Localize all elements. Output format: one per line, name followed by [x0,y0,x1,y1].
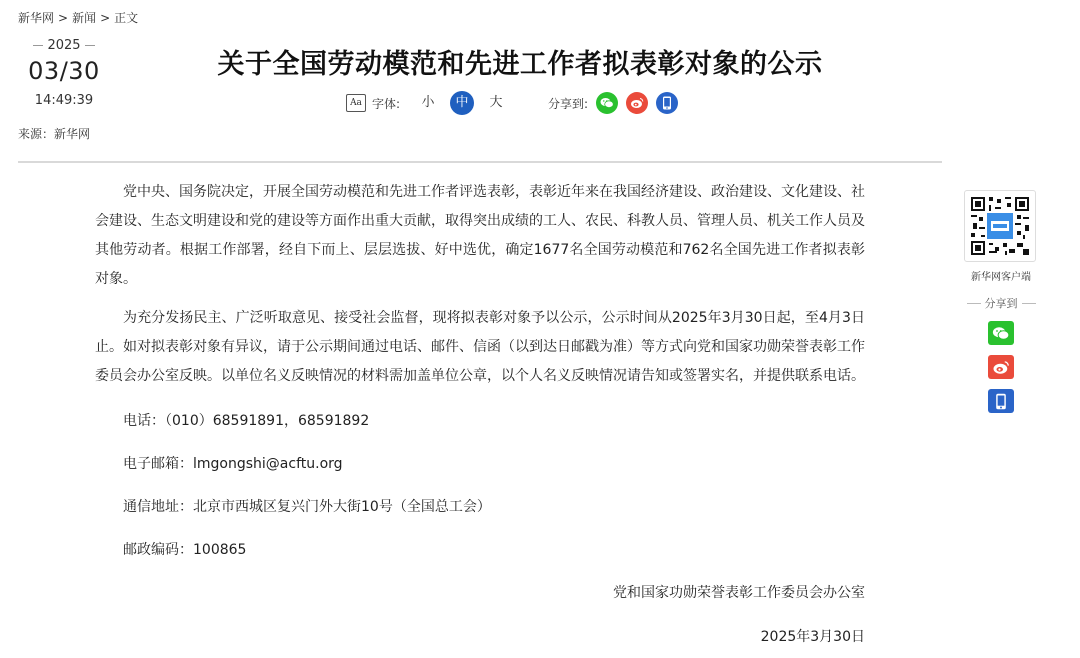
page-title: 关于全国劳动模范和先进工作者拟表彰对象的公示 [217,49,823,80]
share-weibo-button[interactable] [626,92,648,114]
weibo-icon [630,97,644,109]
publish-day: 03/30 [28,57,100,85]
share-wechat-button[interactable] [596,92,618,114]
font-size-label: 字体: [372,96,401,111]
font-size-small-button[interactable]: 小 [421,95,435,110]
side-panel [964,190,1038,413]
breadcrumb-news[interactable]: 新闻 [72,11,97,25]
contact-phone: 电话：（010）68591891，68591892 [123,413,370,429]
divider [967,303,981,304]
contact-postcode: 邮政编码：100865 [123,542,247,558]
publish-date [18,38,110,108]
wechat-icon [992,326,1010,341]
article-source: 来源：新华网 [18,127,91,141]
font-size-medium-button[interactable]: 中 [450,91,474,115]
side-share-label: 分享到 [984,297,1018,310]
qr-code-icon [971,197,1029,255]
divider [85,45,95,46]
side-share-weibo-button[interactable] [988,355,1014,379]
side-share-mobile-button[interactable] [988,389,1014,413]
weibo-icon [992,360,1010,375]
issue-date: 2025年3月30日 [760,629,865,645]
header-divider [18,161,942,163]
mobile-icon [662,96,672,110]
wechat-icon [600,97,614,109]
article-paragraph: 为充分发扬民主、广泛听取意见、接受社会监督，现将拟表彰对象予以公示，公示时间从2025年3月30日起，至4月3日止。如对拟表彰对象有异议，请于公示期间通过电话、邮件、信函（以到达日邮戳为准）等方式向党和国家功勋荣誉表彰工作委员会办公室反映。以单位名义反映情况的材料需加盖单位公章，以个人名义反映情况请告知或签署实名，并提供联系电话。 [95,310,865,384]
issuer: 党和国家功勋荣誉表彰工作委员会办公室 [613,585,865,601]
article-paragraph: 党中央、国务院决定，开展全国劳动模范和先进工作者评选表彰，表彰近年来在我国经济建设、政治建设、文化建设、社会建设、生态文明建设和党的建设等方面作出重大贡献，取得突出成绩的工人、农民、科教人员、管理人员、机关工作人员及其他劳动者。根据工作部署，经自下而上、层层选拔、好中选优，确定1677名全国劳动模范和762名全国先进工作者拟表彰对象。 [95,184,865,287]
article-tools [346,90,686,116]
publish-year: 2025 [47,38,81,53]
divider [1022,303,1036,304]
contact-address: 通信地址：北京市西城区复兴门外大街10号（全国总工会） [123,499,491,515]
breadcrumb-current: 正文 [114,11,139,25]
font-size-large-button[interactable]: 大 [489,95,503,110]
publish-time: 14:49:39 [34,93,94,108]
breadcrumb-separator: > [100,11,111,25]
share-label: 分享到: [548,96,589,111]
share-mobile-button[interactable] [656,92,678,114]
qr-caption: 新华网客户端 [971,272,1031,283]
side-share-wechat-button[interactable] [988,321,1014,345]
article-body [95,178,865,401]
qr-code[interactable] [964,190,1036,262]
mobile-icon [995,393,1007,410]
font-size-icon: Aa [346,94,366,112]
divider [33,45,43,46]
publish-year-row [18,38,110,53]
side-share-label-row [964,295,1038,311]
breadcrumb-separator: > [58,11,69,25]
contact-email: 电子邮箱：lmgongshi@acftu.org [123,456,343,472]
breadcrumb-home[interactable]: 新华网 [18,11,55,25]
breadcrumb [18,9,138,26]
